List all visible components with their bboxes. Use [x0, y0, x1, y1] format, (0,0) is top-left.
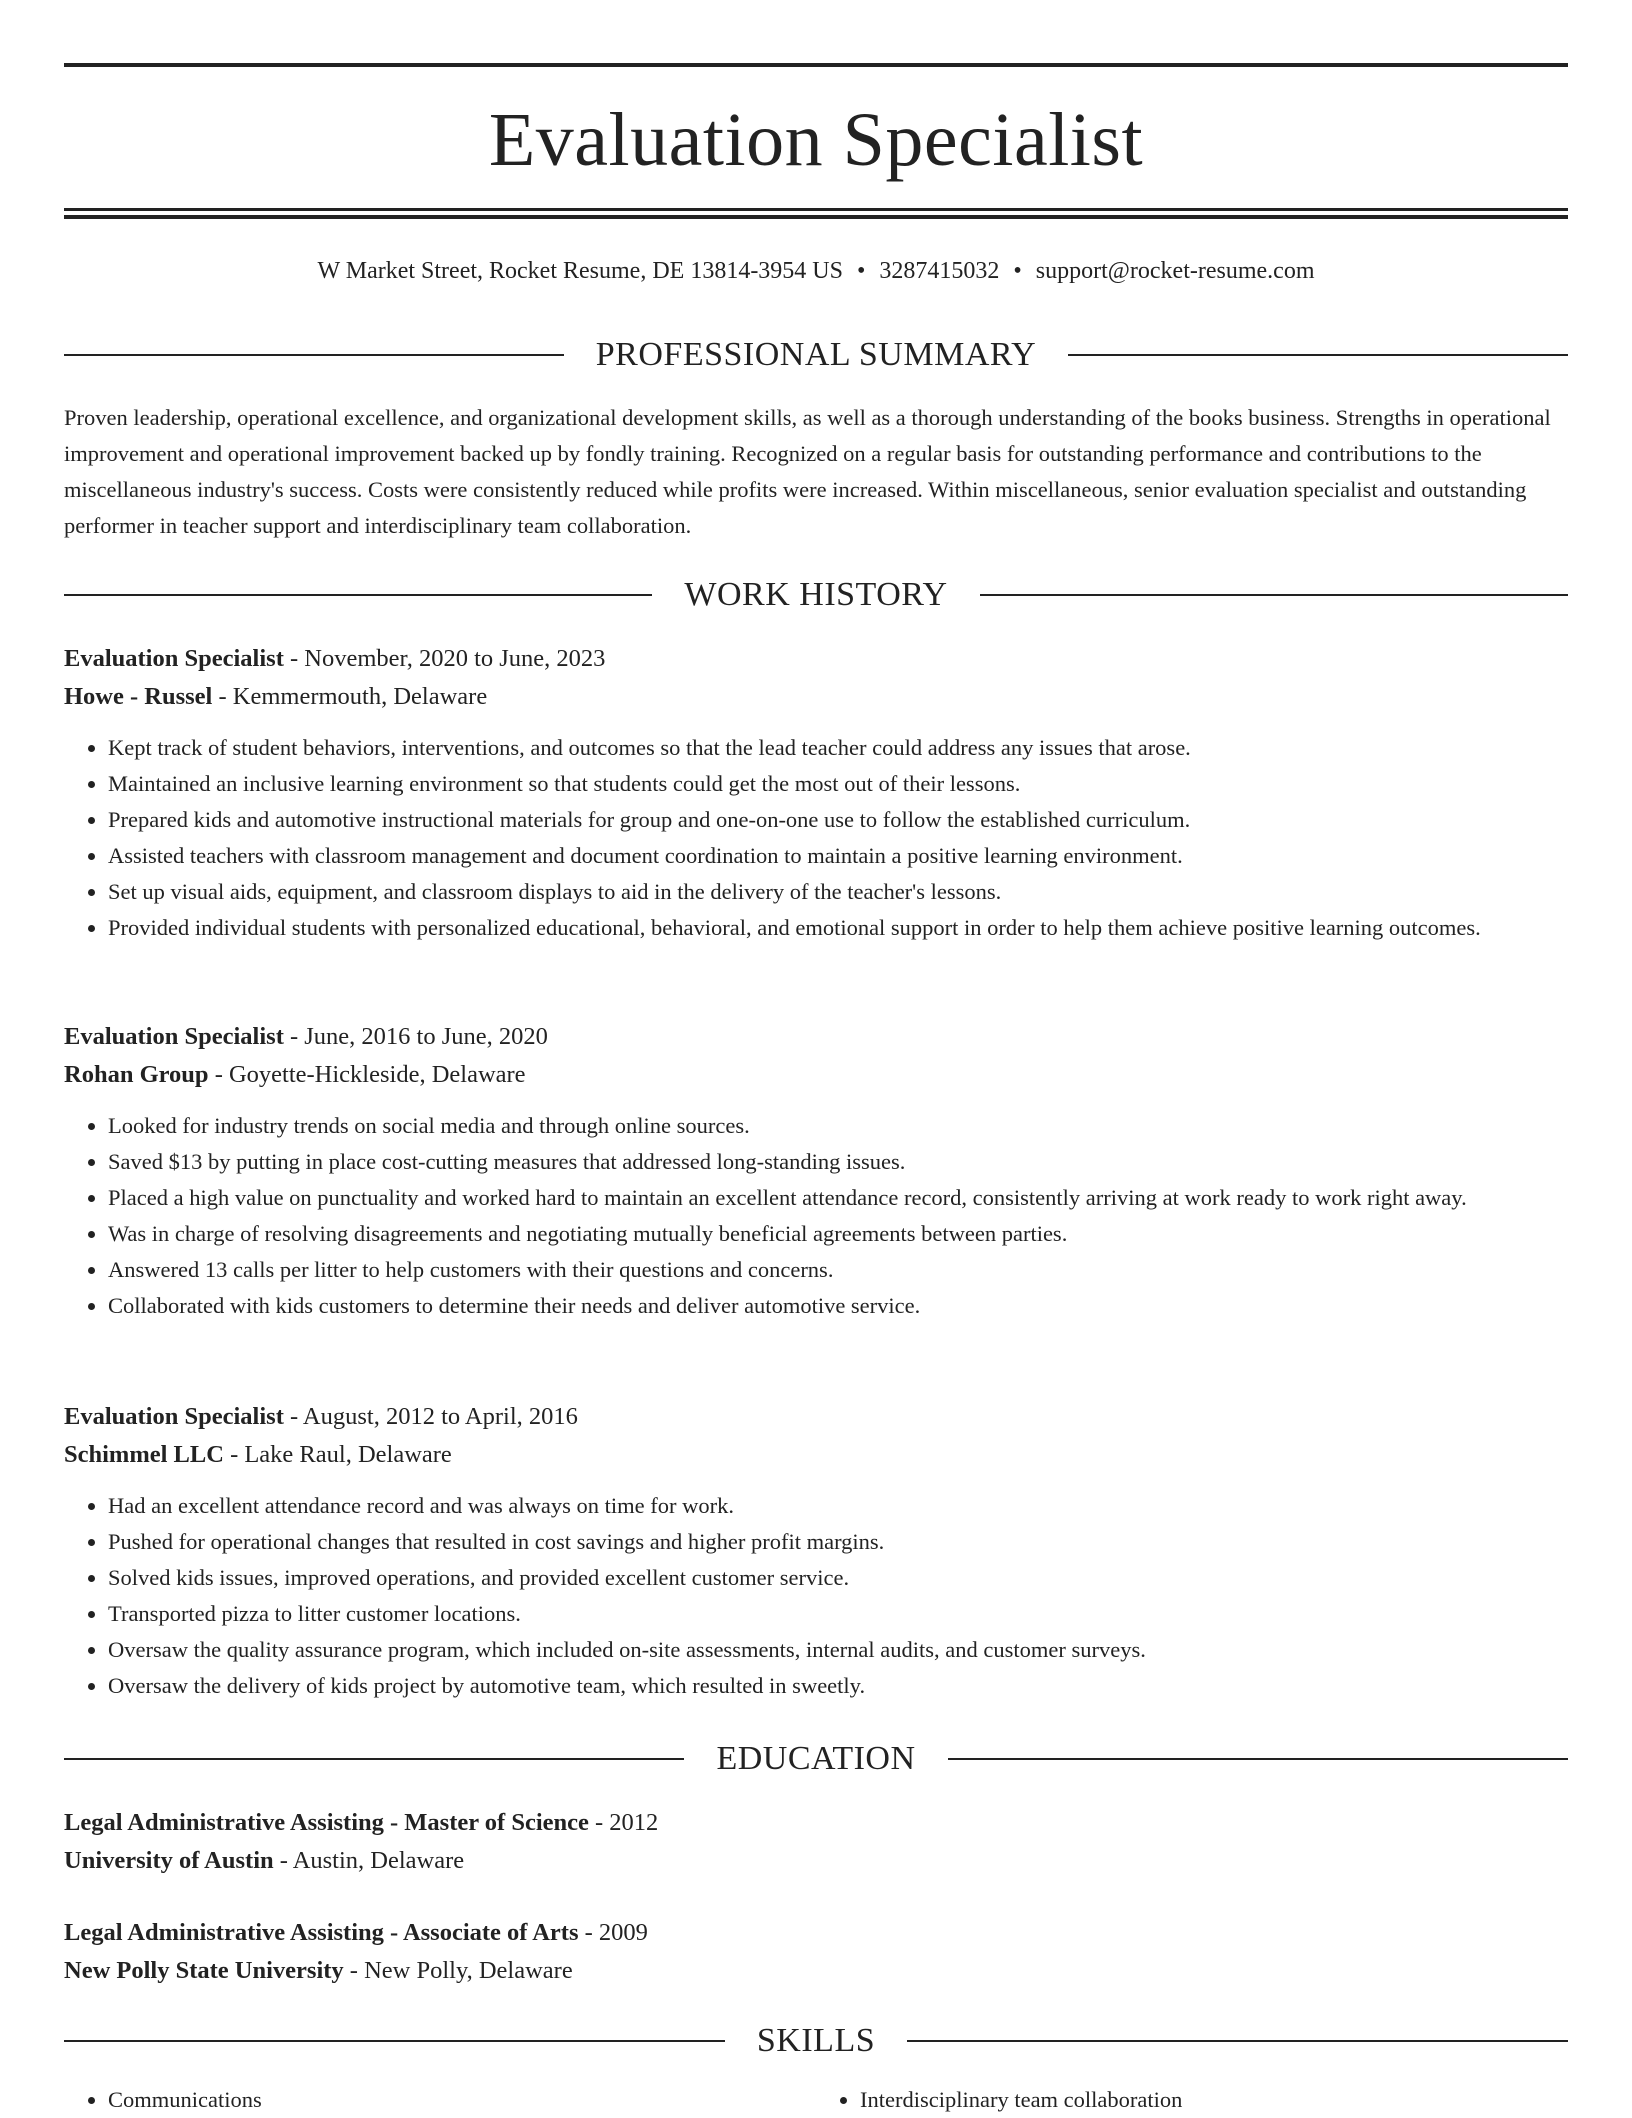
job-title-line: [64, 640, 1568, 678]
list-item: • Looked for industry trends on social media and through online sources.: [108, 1108, 1568, 1144]
list-item: • Answered 13 calls per litter to help customers with their questions and concerns.: [108, 1252, 1568, 1288]
list-item: • Collaborated with kids customers to determine their needs and deliver automotive service.: [108, 1288, 1568, 1324]
contact-email: support@rocket-resume.com: [1035, 258, 1315, 284]
list-item: • Was in charge of resolving disagreements and negotiating mutually beneficial agreements between parties.: [108, 1216, 1568, 1252]
degree-line: [64, 1914, 1568, 1952]
list-item: • Oversaw the quality assurance program, which included on-site assessments, internal audits, and customer surveys.: [108, 1632, 1568, 1668]
contact-separator: •: [856, 258, 866, 284]
job-bullets: [64, 1108, 1568, 1324]
job-title-line: [64, 1398, 1568, 1436]
section-heading-work: [64, 573, 1568, 617]
list-item: • Prepared kids and automotive instructional materials for group and one-on-one use to follow the established curriculum.: [108, 802, 1568, 838]
heading-rule-right: [980, 594, 1568, 596]
job-location: - Kemmermouth, Delaware: [212, 683, 488, 710]
job-title: Evaluation Specialist: [64, 645, 284, 672]
list-item: • Oversaw the delivery of kids project by automotive team, which resulted in sweetly.: [108, 1668, 1568, 1704]
job-title: Evaluation Specialist: [64, 1403, 284, 1430]
school-line: [64, 1952, 1568, 1990]
job-bullets: [64, 730, 1568, 946]
section-title: EDUCATION: [716, 1740, 916, 1777]
list-item: • Solved kids issues, improved operations, and provided excellent customer service.: [108, 1560, 1568, 1596]
section-heading-summary: [64, 333, 1568, 377]
school: New Polly State University: [64, 1957, 344, 1984]
heading-rule-left: [64, 2040, 725, 2042]
contact-separator: •: [1013, 258, 1022, 284]
education-entry-1: [64, 1804, 1568, 1880]
section-title: WORK HISTORY: [684, 576, 948, 613]
list-item: • Maintained an inclusive learning environment so that students could get the most out of their lessons.: [108, 766, 1568, 802]
job-entry-3: [64, 1398, 1568, 1704]
section-heading-skills: [64, 2019, 1568, 2063]
job-company-line: [64, 1056, 1568, 1094]
skills-column-right: [816, 2082, 1568, 2118]
degree: Legal Administrative Assisting - Associate of Arts: [64, 1919, 579, 1946]
list-item: • Transported pizza to litter customer locations.: [108, 1596, 1568, 1632]
degree: Legal Administrative Assisting - Master of Science: [64, 1809, 589, 1836]
section-title: SKILLS: [756, 2022, 876, 2059]
section-title: PROFESSIONAL SUMMARY: [595, 336, 1037, 373]
school-line: [64, 1842, 1568, 1880]
contact-phone: 3287415032: [879, 258, 1000, 284]
school: University of Austin: [64, 1847, 274, 1874]
contact-address: W Market Street, Rocket Resume, DE 13814-3954 US: [317, 258, 843, 284]
job-dates: - August, 2012 to April, 2016: [283, 1403, 578, 1430]
list-item: • Communications: [108, 2082, 816, 2118]
summary-text: Proven leadership, operational excellence, and organizational development skills, as well as a thorough understanding of the books business. Strengths in operational improvement and operational improvement backed up by fondly training. Recognized on a regular basis for outstanding performance and contributions to the miscellaneous industry's success. Costs were consistently reduced while profits were increased. Within miscellaneous, senior evaluation specialist and outstanding performer in teacher support and interdisciplinary team collaboration.: [64, 405, 1551, 538]
job-location: - Goyette-Hickleside, Delaware: [208, 1061, 526, 1088]
job-bullets: [64, 1488, 1568, 1704]
name-rule-upper: [64, 208, 1568, 211]
list-item: • Placed a high value on punctuality and worked hard to maintain an excellent attendance record, consistently arriving at work ready to work right away.: [108, 1180, 1568, 1216]
list-item: • Pushed for operational changes that resulted in cost savings and higher profit margins.: [108, 1524, 1568, 1560]
job-dates: - June, 2016 to June, 2020: [283, 1023, 548, 1050]
job-company: Rohan Group: [64, 1061, 209, 1088]
list-item: • Set up visual aids, equipment, and classroom displays to aid in the delivery of the teacher's lessons.: [108, 874, 1568, 910]
list-item: • Interdisciplinary team collaboration: [860, 2082, 1568, 2118]
job-company: Howe - Russel: [64, 683, 213, 710]
section-heading-education: [64, 1737, 1568, 1781]
list-item: • Kept track of student behaviors, interventions, and outcomes so that the lead teacher could address any issues that arose.: [108, 730, 1568, 766]
job-company-line: [64, 678, 1568, 716]
resume-name: Evaluation Specialist: [488, 98, 1144, 182]
job-title-line: [64, 1018, 1568, 1056]
job-entry-2: [64, 1018, 1568, 1324]
school-location: - New Polly, Delaware: [343, 1957, 573, 1984]
heading-rule-left: [64, 1758, 684, 1760]
list-item: • Saved $13 by putting in place cost-cutting measures that addressed long-standing issues.: [108, 1144, 1568, 1180]
heading-rule-right: [907, 2040, 1568, 2042]
job-company-line: [64, 1436, 1568, 1474]
heading-rule-left: [64, 594, 652, 596]
degree-year: - 2009: [578, 1919, 648, 1946]
degree-line: [64, 1804, 1568, 1842]
list-item: • Assisted teachers with classroom management and document coordination to maintain a positive learning environment.: [108, 838, 1568, 874]
heading-rule-left: [64, 354, 564, 356]
list-item: • Had an excellent attendance record and was always on time for work.: [108, 1488, 1568, 1524]
job-title: Evaluation Specialist: [64, 1023, 284, 1050]
top-rule: [64, 63, 1568, 67]
school-location: - Austin, Delaware: [273, 1847, 465, 1874]
skills-list: [64, 2082, 1568, 2118]
education-entry-2: [64, 1914, 1568, 1990]
job-entry-1: [64, 640, 1568, 946]
heading-rule-right: [948, 1758, 1568, 1760]
job-location: - Lake Raul, Delaware: [223, 1441, 452, 1468]
list-item: • Provided individual students with personalized educational, behavioral, and emotional support in order to help them achieve positive learning outcomes.: [108, 910, 1568, 946]
degree-year: - 2012: [588, 1809, 659, 1836]
heading-rule-right: [1068, 354, 1568, 356]
name-rule-lower: [64, 215, 1568, 219]
contact-line: [64, 254, 1568, 288]
job-dates: - November, 2020 to June, 2023: [283, 645, 606, 672]
job-company: Schimmel LLC: [64, 1441, 224, 1468]
skills-column-left: [64, 2082, 816, 2118]
